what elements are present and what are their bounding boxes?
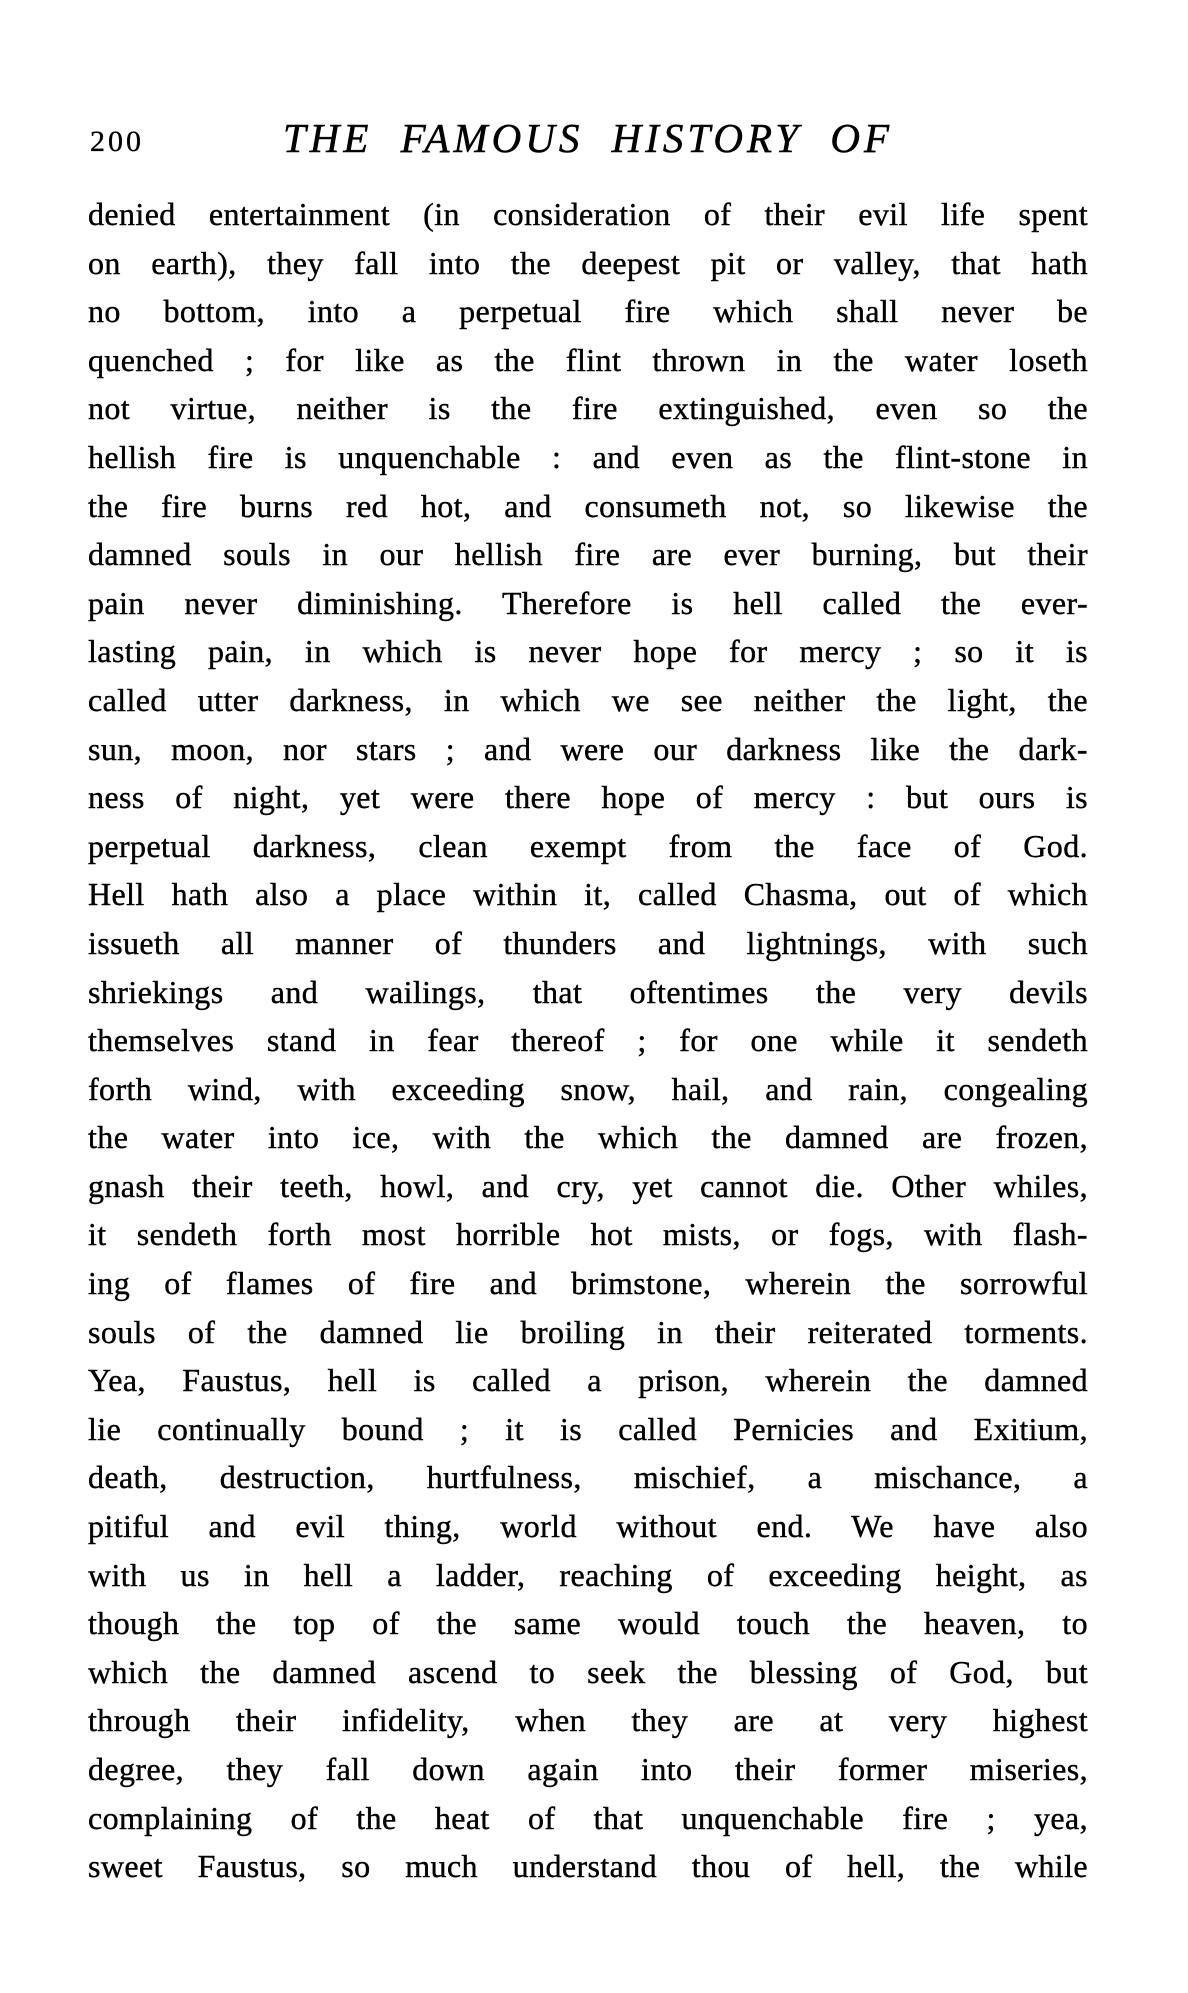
text-line: souls of the damned lie broiling in their reiterated torments.	[88, 1313, 1088, 1350]
running-title: THE FAMOUS HISTORY OF	[282, 115, 894, 161]
text-line: themselves stand in fear thereof ; for one while it sendeth	[88, 1022, 1088, 1059]
text-line: complaining of the heat of that unquenchable fire ; yea,	[88, 1799, 1088, 1836]
text-line: issueth all manner of thunders and lightnings, with such	[88, 924, 1088, 961]
text-line: it sendeth forth most horrible hot mists, or fogs, with flash-	[88, 1216, 1088, 1253]
text-line: with us in hell a ladder, reaching of exceeding height, as	[88, 1556, 1088, 1593]
text-line: shriekings and wailings, that oftentimes the very devils	[88, 973, 1088, 1010]
text-line: denied entertainment (in consideration of their evil life spent	[88, 196, 1088, 232]
text-line: lasting pain, in which is never hope for mercy ; so it is	[88, 633, 1088, 670]
text-line: perpetual darkness, clean exempt from the face of God.	[88, 827, 1088, 864]
page-body-text	[88, 190, 1088, 1891]
text-line: the fire burns red hot, and consumeth not, so likewise the	[88, 487, 1088, 524]
running-header	[88, 114, 1088, 162]
text-line: through their infidelity, when they are at very highest	[88, 1702, 1088, 1739]
text-line: sweet Faustus, so much understand thou of hell, the while	[88, 1848, 1088, 1885]
text-line: on earth), they fall into the deepest pit or valley, that hath	[88, 244, 1088, 281]
text-line: Hell hath also a place within it, called Chasma, out of which	[88, 876, 1088, 913]
text-line: which the damned ascend to seek the blessing of God, but	[88, 1653, 1088, 1690]
text-line: damned souls in our hellish fire are ever burning, but their	[88, 536, 1088, 573]
text-line: quenched ; for like as the flint thrown in the water loseth	[88, 341, 1088, 378]
text-line: ness of night, yet were there hope of mercy : but ours is	[88, 779, 1088, 816]
text-line: no bottom, into a perpetual fire which shall never be	[88, 293, 1088, 330]
text-line: degree, they fall down again into their former miseries,	[88, 1751, 1088, 1787]
text-line: forth wind, with exceeding snow, hail, and rain, congealing	[88, 1070, 1088, 1107]
text-line: Yea, Faustus, hell is called a prison, wherein the damned	[88, 1362, 1088, 1399]
text-line: called utter darkness, in which we see neither the light, the	[88, 681, 1088, 718]
text-line: though the top of the same would touch the heaven, to	[88, 1605, 1088, 1642]
text-line: the water into ice, with the which the damned are frozen,	[88, 1119, 1088, 1156]
text-line: not virtue, neither is the fire extinguished, even so the	[88, 390, 1088, 427]
text-line: lie continually bound ; it is called Pernicies and Exitium,	[88, 1410, 1088, 1447]
text-line: hellish fire is unquenchable : and even as the flint-stone in	[88, 438, 1088, 475]
text-line: pain never diminishing. Therefore is hell called the ever-	[88, 584, 1088, 621]
page-number: 200	[90, 125, 144, 158]
text-line: gnash their teeth, howl, and cry, yet cannot die. Other whiles,	[88, 1167, 1088, 1204]
text-line: sun, moon, nor stars ; and were our darkness like the dark-	[88, 730, 1088, 767]
text-line: pitiful and evil thing, world without end. We have also	[88, 1508, 1088, 1545]
text-line: ing of flames of fire and brimstone, wherein the sorrowful	[88, 1265, 1088, 1302]
text-line: death, destruction, hurtfulness, mischief, a mischance, a	[88, 1459, 1088, 1496]
